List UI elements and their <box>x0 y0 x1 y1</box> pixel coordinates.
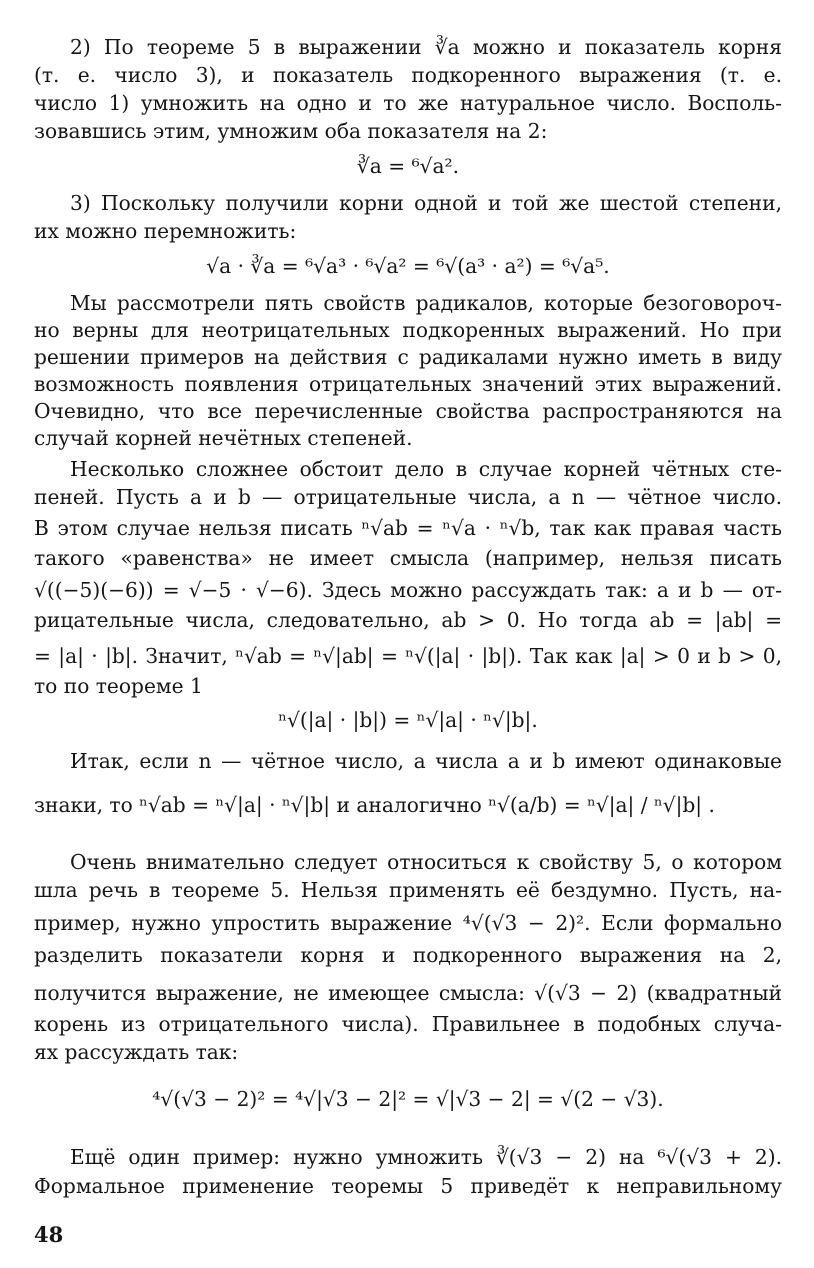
text-line: ях рассуждать так: <box>34 1040 239 1064</box>
text-line: Несколько сложнее обстоит дело в случае корней чётных сте- <box>70 457 782 481</box>
text-line: их можно перемножить: <box>34 219 297 243</box>
text-line: разделить показатели корня и подкоренного выражения на 2, <box>34 943 782 967</box>
text-line: Мы рассмотрели пять свойств радикалов, которые безоговороч- <box>70 291 782 315</box>
text-line: Итак, если n — чётное число, а числа a и b имеют одинаковые <box>70 749 782 773</box>
text-line: пеней. Пусть a и b — отрицательные числа, а n — чётное число. <box>34 485 782 509</box>
page-number: 48 <box>34 1222 64 1247</box>
text-line: то по теореме 1 <box>34 674 203 698</box>
text-line: пример, нужно упростить выражение ⁴√(√3 − 2)². Если формально <box>34 911 782 935</box>
text-line: случай корней нечётных степеней. <box>34 426 413 450</box>
text-line: зовавшись этим, умножим оба показателя на 2: <box>34 119 548 143</box>
text-line: (т. е. число 3), и показатель подкоренного выражения (т. е. <box>34 63 782 87</box>
formula: ∛a = ⁶√a². <box>356 154 460 178</box>
formula: √a · ∛a = ⁶√a³ · ⁶√a² = ⁶√(a³ · a²) = ⁶√a⁵. <box>206 254 610 278</box>
text-line: корень из отрицательного числа). Правильнее в подобных случа- <box>34 1012 782 1036</box>
text-line: = |a| · |b|. Значит, ⁿ√ab = ⁿ√|ab| = ⁿ√(|a| · |b|). Так как |a| > 0 и b > 0, <box>34 644 782 668</box>
text-line: В этом случае нельзя писать ⁿ√ab = ⁿ√a · ⁿ√b, так как правая часть <box>34 516 782 540</box>
text-line: знаки, то ⁿ√ab = ⁿ√|a| · ⁿ√|b| и аналогично ⁿ√(a/b) = ⁿ√|a| / ⁿ√|b| . <box>34 793 715 817</box>
text-line: шла речь в теореме 5. Нельзя применять её бездумно. Пусть, на- <box>34 878 782 902</box>
text-line: Очевидно, что все перечисленные свойства распространяются на <box>34 399 782 423</box>
text-line: получится выражение, не имеющее смысла: √(√3 − 2) (квадратный <box>34 981 782 1005</box>
text-line: решении примеров на действия с радикалами нужно иметь в виду <box>34 345 782 369</box>
text-line: рицательные числа, следовательно, ab > 0. Но тогда ab = |ab| = <box>34 608 782 632</box>
text-line: такого «равенства» не имеет смысла (например, нельзя писать <box>34 546 782 570</box>
text-line: 2) По теореме 5 в выражении ∛a можно и показатель корня <box>70 35 782 59</box>
text-line: число 1) умножить на одно и то же натуральное число. Восполь- <box>34 91 782 115</box>
formula: ⁴√(√3 − 2)² = ⁴√|√3 − 2|² = √|√3 − 2| = √(2 − √3). <box>152 1087 664 1111</box>
formula: ⁿ√(|a| · |b|) = ⁿ√|a| · ⁿ√|b|. <box>278 708 538 732</box>
text-line: но верны для неотрицательных подкоренных выражений. Но при <box>34 318 782 342</box>
text-line: Формальное применение теоремы 5 приведёт к неправильному <box>34 1174 782 1198</box>
text-line: √((−5)(−6)) = √−5 · √−6). Здесь можно рассуждать так: a и b — от- <box>34 578 782 602</box>
text-line: Очень внимательно следует относиться к свойству 5, о котором <box>70 850 782 874</box>
text-line: возможность появления отрицательных значений этих выражений. <box>34 372 782 396</box>
text-line: Ещё один пример: нужно умножить ∛(√3 − 2) на ⁶√(√3 + 2). <box>70 1145 782 1169</box>
text-line: 3) Поскольку получили корни одной и той же шестой степени, <box>70 191 782 215</box>
